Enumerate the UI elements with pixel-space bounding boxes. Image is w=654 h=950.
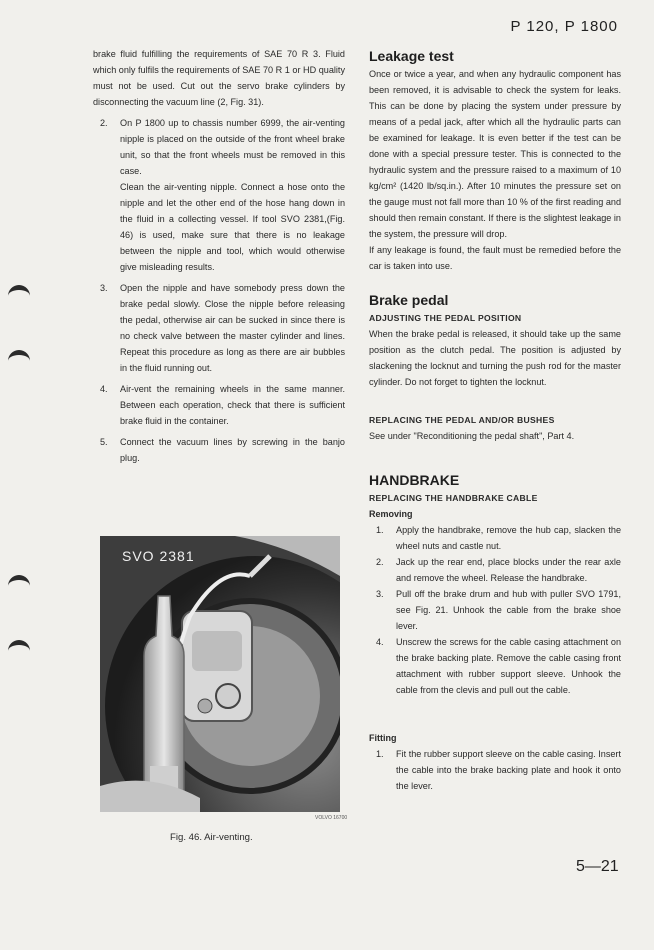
step-number: 3. bbox=[376, 589, 384, 599]
volvo-stamp: VOLVO 16700 bbox=[315, 815, 348, 821]
step-item bbox=[93, 280, 345, 376]
fitting-step bbox=[369, 746, 621, 794]
removing-step bbox=[369, 522, 621, 554]
page-header: P 120, P 1800 bbox=[510, 18, 618, 35]
step-number: 3. bbox=[100, 283, 108, 293]
punch-hole-mark bbox=[8, 350, 30, 367]
step-text: Air-vent the remaining wheels in the same manner. Between each operation, check that there is sufficient brake fluid in the container. bbox=[120, 384, 345, 426]
step-number: 4. bbox=[100, 384, 108, 394]
section-title-brake-pedal: Brake pedal bbox=[369, 292, 449, 308]
adjusting-paragraph: When the brake pedal is released, it should take up the same position as the clutch pedal. The position is adjusted by slackening the locknut and turning the push rod for the master cylinder. Do not forget to tighten the locknut. bbox=[369, 329, 621, 387]
step-number: 5. bbox=[100, 437, 108, 447]
step-text: Apply the handbrake, remove the hub cap, slacken the wheel nuts and castle nut. bbox=[396, 525, 621, 551]
right-column bbox=[369, 46, 621, 794]
page-number: 5—21 bbox=[576, 858, 619, 875]
leakage-paragraph: Once or twice a year, and when any hydraulic component has been removed, it is advisable to check the system for leaks. This can be done by placing the system under pressure by means of a pedal jack, after which all the hydraulic parts can be examined for leakage. It is even better if the test can be done with a special pressure tester. This is connected to the hydraulic system and the pressure raised to a maximum of 10 kg/cm² (1420 lb/sq.in.). After 10 minutes the pressure set on the gauge must not fall more than 10 % of the first reading and should then remain constant. If there is the slightest leakage in the system, the pressure will drop. bbox=[369, 69, 621, 239]
step-text: Open the nipple and have somebody press down the brake pedal slowly. Close the nipple before releasing the pedal, otherwise air can be sucked in since there is no check valve between the master cylinder and lines. Repeat this procedure as long as there are air bubbles in the fluid running out. bbox=[120, 283, 345, 373]
step-item bbox=[93, 381, 345, 429]
punch-hole-mark bbox=[8, 285, 30, 302]
step-number: 2. bbox=[100, 118, 108, 128]
removing-step bbox=[369, 586, 621, 634]
removing-heading: Removing bbox=[369, 509, 413, 519]
air-venting-photo bbox=[100, 536, 340, 812]
subsection-title-replacing-pedal: REPLACING THE PEDAL AND/OR BUSHES bbox=[369, 415, 555, 425]
replacing-pedal-paragraph: See under "Reconditioning the pedal shaft", Part 4. bbox=[369, 431, 575, 441]
left-column bbox=[93, 46, 345, 466]
section-title-leakage: Leakage test bbox=[369, 48, 454, 64]
figure-caption: Fig. 46. Air-venting. bbox=[170, 832, 253, 843]
step-text-continued: Clean the air-venting nipple. Connect a hose onto the nipple and let the other end of the hose hang down in the fluid in a collecting vessel. If tool SVO 2381,(Fig. 46) is used, make sure that there is no leakage between the nipple and tool, which would otherwise give misleading results. bbox=[120, 182, 345, 272]
removing-step bbox=[369, 634, 621, 698]
step-number: 1. bbox=[376, 749, 384, 759]
step-text: Pull off the brake drum and hub with puller SVO 1791, see Fig. 21. Unhook the cable from the brake shoe lever. bbox=[396, 589, 621, 631]
step-item bbox=[93, 115, 345, 275]
step-text: Fit the rubber support sleeve on the cable casing. Insert the cable into the brake backing plate and hook it onto the lever. bbox=[396, 749, 621, 791]
step-text: Unscrew the screws for the cable casing attachment on the brake backing plate. Remove the cable casing front attachment with rubber support sleeve. Unhook the cable from the clevis and pull out the cable. bbox=[396, 637, 621, 695]
step-number: 4. bbox=[376, 637, 384, 647]
step-number: 2. bbox=[376, 557, 384, 567]
removing-step bbox=[369, 554, 621, 586]
leakage-paragraph-2: If any leakage is found, the fault must be remedied before the car is taken into use. bbox=[369, 245, 621, 271]
punch-hole-mark bbox=[8, 575, 30, 592]
tool-label: SVO 2381 bbox=[122, 548, 195, 564]
subsection-title-replacing-cable: REPLACING THE HANDBRAKE CABLE bbox=[369, 493, 538, 503]
step-text: On P 1800 up to chassis number 6999, the air-venting nipple is placed on the outside of the front wheel brake unit, so that the front wheels must be removed in this case. bbox=[120, 118, 345, 176]
step-text: Jack up the rear end, place blocks under the rear axle and remove the wheel. Release the handbrake. bbox=[396, 557, 621, 583]
section-title-handbrake: HANDBRAKE bbox=[369, 472, 460, 488]
fitting-heading: Fitting bbox=[369, 733, 397, 743]
step-item bbox=[93, 434, 345, 466]
continued-paragraph: brake fluid fulfilling the requirements of SAE 70 R 3. Fluid which only fulfils the requirements of SAE 70 R 1 or HD quality must not be used. Cut out the servo brake cylinders by disconnecting the vacuum line (2, Fig. 31). bbox=[93, 49, 345, 107]
step-text: Connect the vacuum lines by screwing in the banjo plug. bbox=[120, 437, 345, 463]
step-number: 1. bbox=[376, 525, 384, 535]
punch-hole-mark bbox=[8, 640, 30, 657]
photo-illustration bbox=[100, 536, 340, 812]
subsection-title-adjusting: ADJUSTING THE PEDAL POSITION bbox=[369, 313, 522, 323]
